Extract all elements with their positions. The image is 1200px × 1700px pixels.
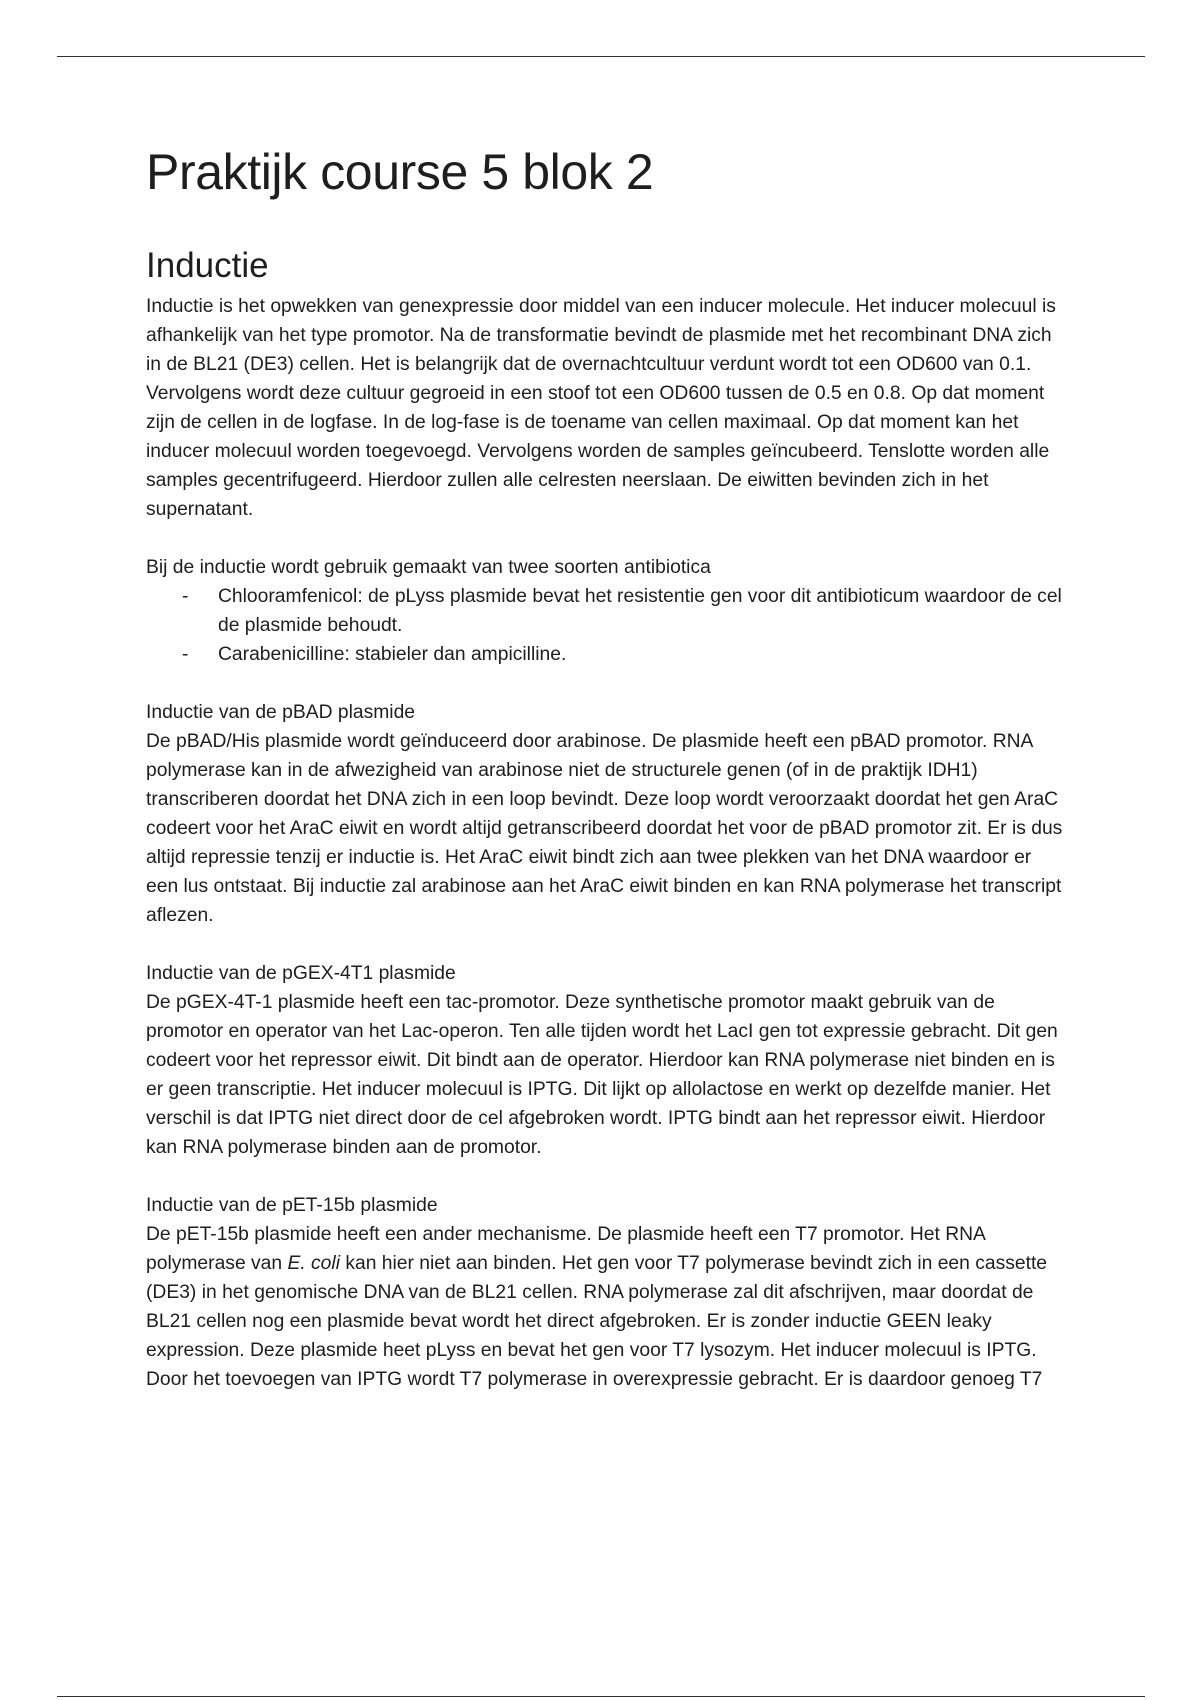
document-page	[146, 140, 1066, 1394]
antibiotics-list	[146, 582, 1066, 669]
pbad-paragraph: De pBAD/His plasmide wordt geïnduceerd door arabinose. De plasmide heeft een pBAD promotor. RNA polymerase kan in de afwezigheid van arabinose niet de structurele genen (of in de praktijk IDH1) transcriberen doordat het DNA zich in een loop bevindt. Deze loop wordt veroorzaakt doordat het gen AraC codeert voor het AraC eiwit en wordt altijd getranscribeerd doordat het voor de pBAD promotor zit. Er is dus altijd repressie tenzij er inductie is. Het AraC eiwit bindt zich aan twee plekken van het DNA waardoor er een lus ontstaat. Bij inductie zal arabinose aan het AraC eiwit binden en kan RNA polymerase het transcript aflezen.	[146, 731, 1063, 926]
list-item: - Carabenicilline: stabieler dan ampicilline.	[218, 640, 1066, 669]
pbad-heading: Inductie van de pBAD plasmide	[146, 702, 416, 723]
antibiotics-intro: Bij de inductie wordt gebruik gemaakt van twee soorten antibiotica	[146, 557, 711, 578]
bottom-rule	[57, 1696, 1145, 1697]
pet-text-part: kan hier niet aan binden. Het gen voor T7 polymerase bevindt zich in een cassette (DE3) in het genomische DNA van de BL21 cellen. RNA polymerase zal dit afschrijven, maar doordat de BL21 cellen nog een plasmide bevat wordt het direct afgebroken. Er is zonder inductie GEEN leaky expression. Deze plasmide heet pLyss en bevat het gen voor T7 lysozym. Het inducer molecuul is IPTG. Door het toevoegen van IPTG wordt T7 polymerase in overexpressie gebracht. Er is daardoor genoeg T7	[146, 1253, 1048, 1390]
list-item: - Chlooramfenicol: de pLyss plasmide bevat het resistentie gen voor dit antibioticum waardoor de cel de plasmide behoudt.	[218, 582, 1066, 640]
pet-text-part: De pET-15b plasmide heeft een ander mechanisme. De plasmide heeft een T7 promotor. Het RNA polymerase van	[146, 1224, 985, 1274]
section-heading: Inductie	[146, 246, 269, 285]
species-name: E. coli	[287, 1253, 340, 1274]
document-title: Praktijk course 5 blok 2	[146, 144, 654, 200]
intro-paragraph: Inductie is het opwekken van genexpressie door middel van een inducer molecule. Het inducer molecuul is afhankelijk van het type promotor. Na de transformatie bevindt de plasmide met het recombinant DNA zich in de BL21 (DE3) cellen. Het is belangrijk dat de overnachtcultuur verdunt wordt tot een OD600 van 0.1. Vervolgens wordt deze cultuur gegroeid in een stoof tot een OD600 tussen de 0.5 en 0.8. Op dat moment zijn de cellen in de logfase. In de log-fase is de toename van cellen maximaal. Op dat moment kan het inducer molecuul worden toegevoegd. Vervolgens worden de samples geïncubeerd. Tenslotte worden alle samples gecentrifugeerd. Hierdoor zullen alle celresten neerslaan. De eiwitten bevinden zich in het supernatant.	[146, 296, 1056, 520]
top-rule	[57, 56, 1145, 57]
pet-paragraph	[146, 1220, 1066, 1394]
pet-heading: Inductie van de pET-15b plasmide	[146, 1195, 438, 1216]
pgex-heading: Inductie van de pGEX-4T1 plasmide	[146, 963, 456, 984]
pgex-paragraph: De pGEX-4T-1 plasmide heeft een tac-promotor. Deze synthetische promotor maakt gebruik van de promotor en operator van het Lac-operon. Ten alle tijden wordt het LacI gen tot expressie gebracht. Dit gen codeert voor het repressor eiwit. Dit bindt aan de operator. Hierdoor kan RNA polymerase niet binden en is er geen transcriptie. Het inducer molecuul is IPTG. Dit lijkt op allolactose en werkt op dezelfde manier. Het verschil is dat IPTG niet direct door de cel afgebroken wordt. IPTG bindt aan het repressor eiwit. Hierdoor kan RNA polymerase binden aan de promotor.	[146, 992, 1058, 1158]
